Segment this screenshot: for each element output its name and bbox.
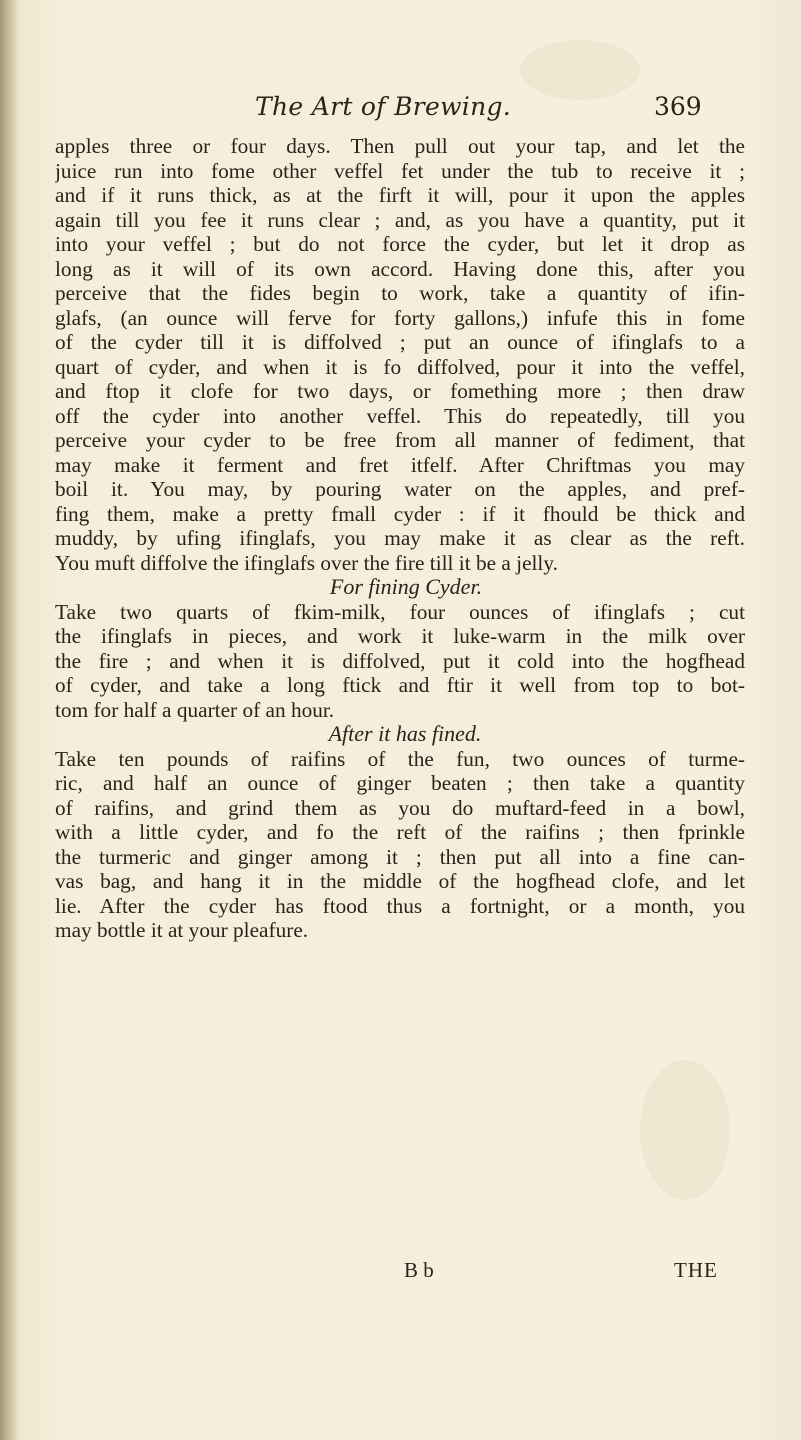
text-line: boil it. You may, by pouring water on the apples, and pref- [55,477,745,501]
text-block [55,134,745,943]
text-line: glafs, (an ounce will ferve for forty gallons,) infufe this in fome [55,305,745,330]
text-line: fing them, make a pretty fmall cyder : if it fhould be thick and [55,501,745,526]
text-line: perceive that the fides begin to work, take a quantity of ifin- [55,281,745,305]
text-line: Take two quarts of fkim-milk, four ounces of ifinglafs ; cut [55,599,745,624]
text-line: may bottle it at your pleafure. [55,918,309,942]
text-line: ric, and half an ounce of ginger beaten ; then take a quantity [55,771,745,795]
page-footer [0,1258,801,1288]
text-line: into your veffel ; but do not force the cyder, but let it drop as [55,232,745,256]
text-line: of the cyder till it is diffolved ; put an ounce of ifinglafs to a [55,330,745,354]
text-line: You muft diffolve the ifinglafs over the fire till it be a jelly. [55,550,558,575]
section-heading-after-fined: After it has fined. [328,721,482,746]
text-line: long as it will of its own accord. Having done this, after you [55,256,745,281]
gutter-shadow [0,0,18,1440]
text-line: tom for half a quarter of an hour. [55,697,335,722]
text-line: and ftop it clofe for two days, or fomething more ; then draw [55,379,745,403]
catchword: THE [674,1258,718,1282]
signature-mark: B b [404,1258,434,1282]
text-line: muddy, by ufing ifinglafs, you may make it as clear as the reft. [55,526,745,550]
text-line: again till you fee it runs clear ; and, as you have a quantity, put it [55,207,745,232]
text-line: lie. After the cyder has ftood thus a fortnight, or a month, you [55,893,745,918]
text-line: apples three or four days. Then pull out your tap, and let the [55,134,745,158]
running-title: The Art of Brewing. [255,92,512,121]
text-line: may make it ferment and fret itfelf. After Chriftmas you may [55,452,745,477]
section-heading-fining-cyder: For fining Cyder. [329,574,483,599]
paragraph-1 [55,134,745,575]
text-line: the ifinglafs in pieces, and work it luke-warm in the milk over [55,624,745,648]
paragraph-3 [55,747,745,943]
text-line: of cyder, and take a long ftick and ftir it well from top to bot- [55,673,745,697]
text-line: juice run into fome other veffel fet under the tub to receive it ; [55,158,745,183]
paragraph-2 [55,600,745,723]
text-line: Take ten pounds of raifins of the fun, two ounces of turme- [55,746,745,771]
text-line: of raifins, and grind them as you do muftard-feed in a bowl, [55,795,745,820]
paper-stain [520,40,640,100]
text-line: quart of cyder, and when it is fo diffolved, pour it into the veffel, [55,354,745,379]
text-line: and if it runs thick, as at the firft it will, pour it upon the apples [55,183,745,207]
text-line: off the cyder into another veffel. This do repeatedly, till you [55,403,745,428]
text-line: vas bag, and hang it in the middle of the hogfhead clofe, and let [55,869,745,893]
text-line: the fire ; and when it is diffolved, put it cold into the hogfhead [55,648,745,673]
text-line: with a little cyder, and fo the reft of the raifins ; then fprinkle [55,820,745,844]
text-line: the turmeric and ginger among it ; then put all into a fine can- [55,844,745,869]
paper-stain [640,1060,730,1200]
text-line: perceive your cyder to be free from all manner of fediment, that [55,428,745,452]
page-number: 369 [654,92,702,121]
page-header [0,92,801,132]
